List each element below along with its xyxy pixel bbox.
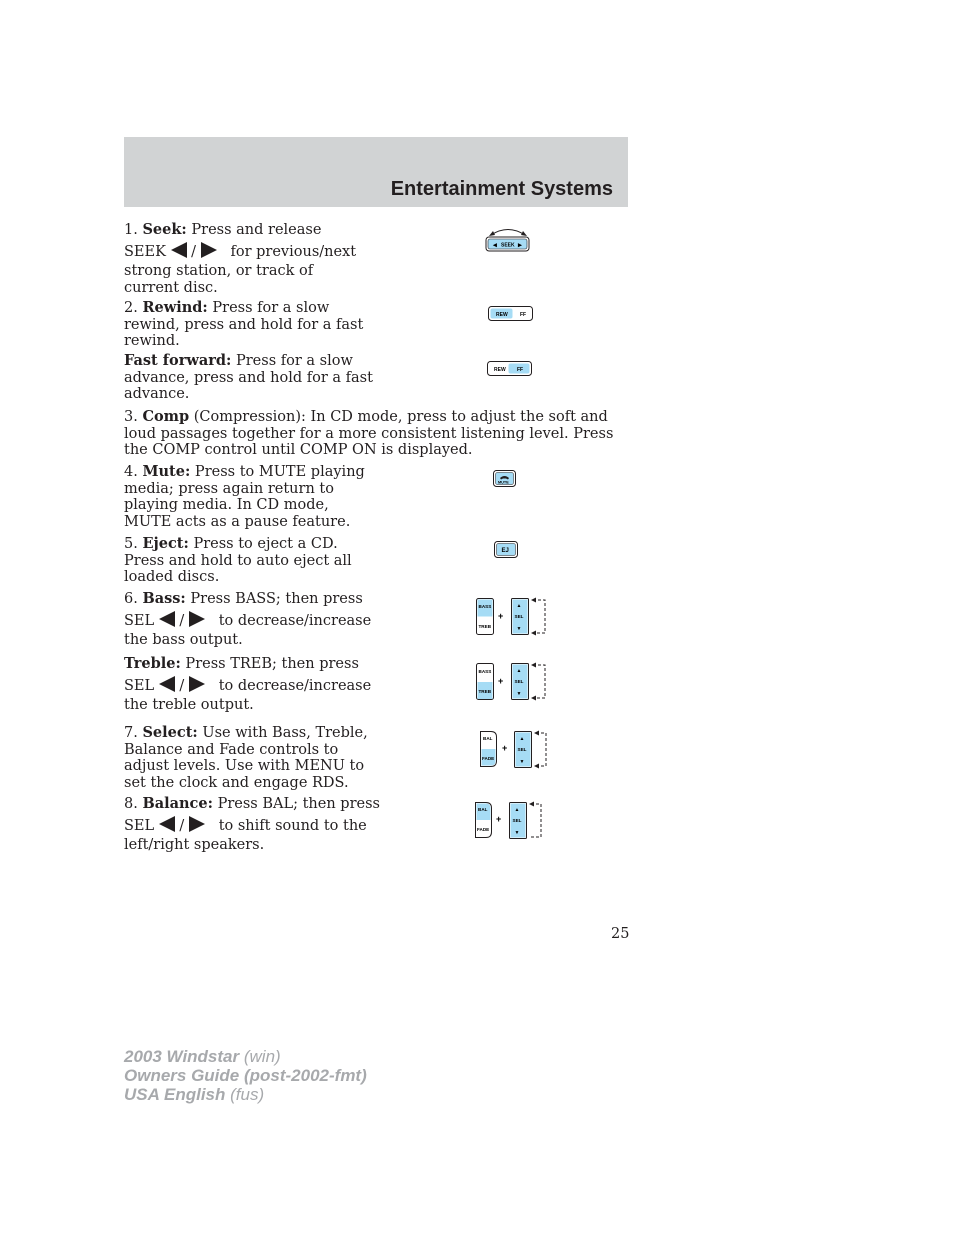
svg-text:FF: FF	[520, 312, 527, 318]
svg-text:BAL: BAL	[478, 807, 488, 812]
svg-text:SEL: SEL	[517, 747, 527, 752]
comp-description: 3. Comp (Compression): In CD mode, press to adjust the soft and loud passages together for a more consistent listening level. Press the COMP control until COMP ON is displayed.	[124, 408, 614, 458]
document-footer: 2003 Windstar (win) Owners Guide (post-2002-fmt) USA English (fus)	[124, 1047, 367, 1104]
right-arrow-icon	[189, 611, 205, 627]
section-header	[124, 137, 628, 207]
left-arrow-icon	[171, 242, 187, 258]
seek-description: 1. Seek: Press and release SEEK / for previous/next strong station, or track of current disc.	[124, 221, 357, 296]
bal-sel-illustration	[475, 799, 545, 841]
svg-text:▼: ▼	[519, 759, 525, 765]
svg-text:▼: ▼	[516, 691, 522, 697]
svg-text:◀: ◀	[493, 242, 497, 249]
bass-description: 6. Bass: Press BASS; then press SEL / to decrease/increase the bass output.	[124, 590, 372, 648]
svg-text:TREB: TREB	[478, 624, 492, 629]
svg-text:SEEK: SEEK	[501, 242, 515, 249]
svg-text:▲: ▲	[519, 736, 525, 742]
section-title: Entertainment Systems	[390, 178, 613, 200]
svg-text:SEL: SEL	[514, 614, 524, 619]
svg-text:▲: ▲	[514, 807, 520, 813]
left-arrow-icon	[159, 816, 175, 832]
right-arrow-icon	[189, 676, 205, 692]
svg-text:▲: ▲	[516, 668, 522, 674]
mute-button-illustration	[493, 470, 517, 488]
svg-text:SEL: SEL	[514, 679, 524, 684]
svg-text:REW: REW	[494, 367, 506, 373]
eject-button-illustration	[494, 541, 520, 559]
svg-text:REW: REW	[496, 312, 508, 318]
right-arrow-icon	[201, 242, 217, 258]
svg-text:SEL: SEL	[512, 818, 522, 823]
svg-text:+: +	[498, 676, 504, 686]
svg-text:+: +	[498, 611, 504, 621]
mute-description: 4. Mute: Press to MUTE playing media; press again return to playing media. In CD mode, MUTE acts as a pause feature.	[124, 463, 365, 530]
eject-description: 5. Eject: Press to eject a CD. Press and hold to auto eject all loaded discs.	[124, 535, 352, 585]
svg-text:BASS: BASS	[478, 669, 492, 674]
svg-text:FADE: FADE	[482, 756, 495, 761]
svg-text:BAL: BAL	[483, 736, 493, 741]
page-number: 25	[611, 926, 630, 942]
svg-text:MUTE: MUTE	[498, 480, 509, 485]
svg-text:▼: ▼	[516, 626, 522, 632]
rew-button-illustration	[488, 306, 534, 322]
balance-description: 8. Balance: Press BAL; then press SEL / to shift sound to the left/right speakers.	[124, 795, 380, 853]
svg-text:FADE: FADE	[477, 827, 490, 832]
seek-button-illustration	[484, 226, 532, 254]
bal-fade-sel-illustration	[480, 728, 550, 770]
svg-text:▼: ▼	[514, 830, 520, 836]
left-arrow-icon	[159, 611, 175, 627]
rewind-description: 2. Rewind: Press for a slow rewind, press and hold for a fast rewind.	[124, 299, 364, 349]
treb-sel-illustration	[476, 661, 550, 703]
left-arrow-icon	[159, 676, 175, 692]
right-arrow-icon	[189, 816, 205, 832]
svg-text:▶: ▶	[518, 242, 522, 249]
bass-sel-illustration	[476, 596, 550, 638]
svg-text:FF: FF	[517, 367, 524, 373]
svg-text:TREB: TREB	[478, 689, 492, 694]
ff-button-illustration	[487, 361, 533, 377]
svg-text:EJ: EJ	[501, 548, 509, 554]
treble-description: Treble: Press TREB; then press SEL / to decrease/increase the treble output.	[124, 655, 372, 713]
svg-text:+: +	[496, 814, 502, 824]
svg-text:+: +	[502, 743, 508, 753]
svg-text:▲: ▲	[516, 603, 522, 609]
svg-text:BASS: BASS	[478, 604, 492, 609]
select-description: 7. Select: Use with Bass, Treble, Balance and Fade controls to adjust levels. Use with MENU to set the clock and engage RDS.	[124, 724, 368, 791]
fast-forward-description: Fast forward: Press for a slow advance, press and hold for a fast advance.	[124, 352, 373, 402]
